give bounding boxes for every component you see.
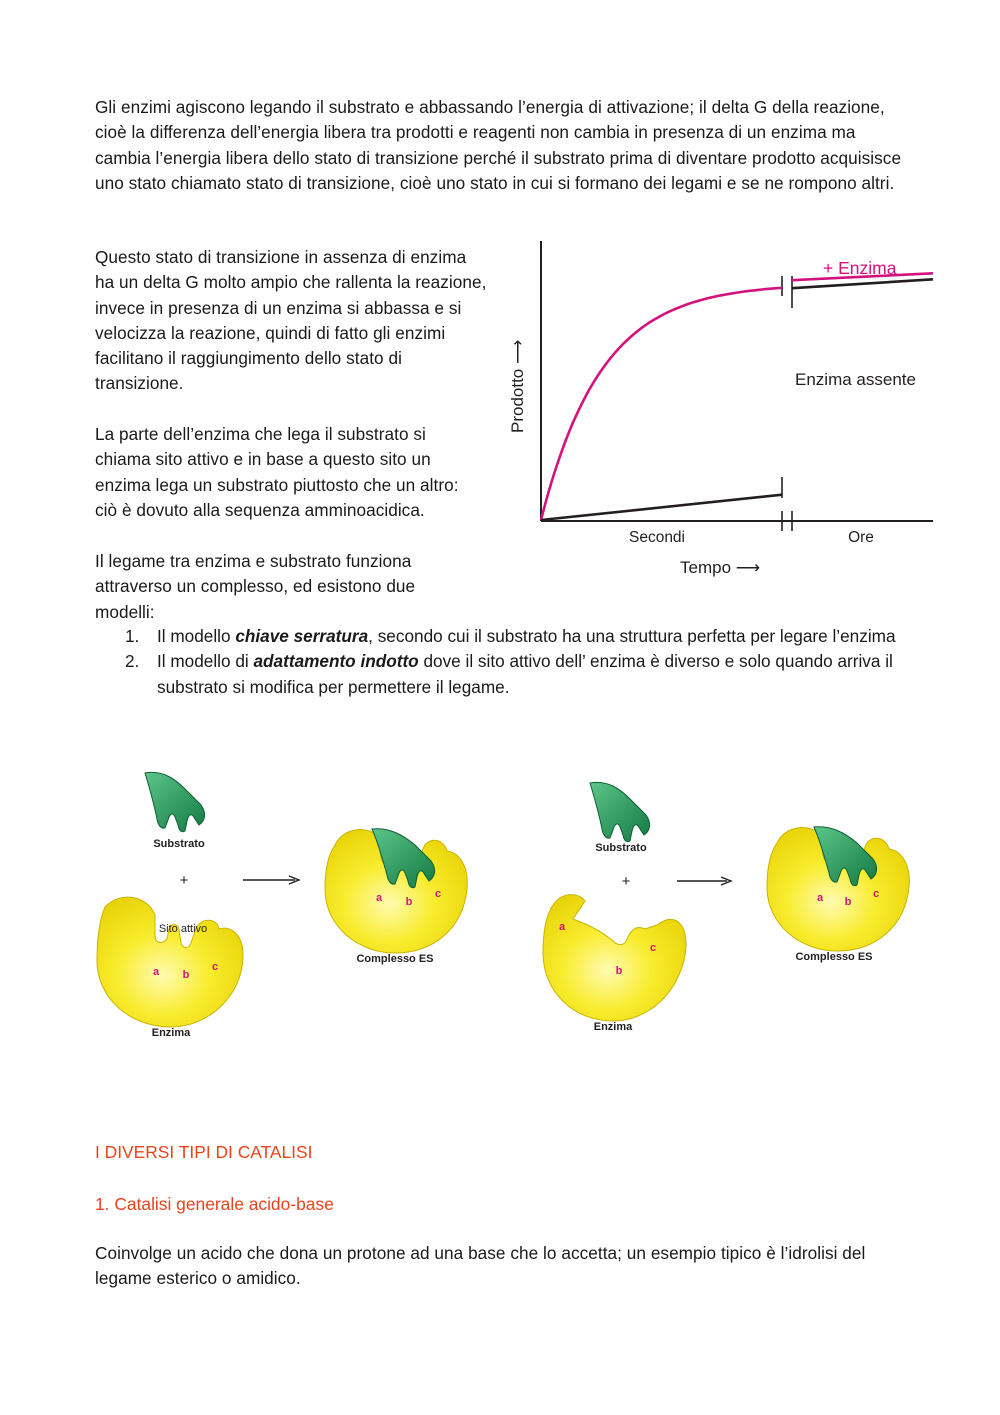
enzyme-label: Enzima — [593, 1021, 633, 1033]
legend-enzyme: + Enzima — [823, 258, 897, 278]
enzyme-label: Enzima — [151, 1027, 191, 1039]
y-axis-title: Prodotto ⟶ — [508, 339, 527, 433]
substrate-shape — [590, 782, 650, 841]
list-item: 1. Il modello chiave serratura, secondo cui il substrato ha una struttura perfetta per legare l’enzima — [95, 624, 925, 649]
paragraph-active-site: La parte dell’enzima che lega il substrato si chiama sito attivo e in base a questo sito un enzima lega un substrato piuttosto che un altro: ciò è dovuto alla sequenza amminoacidica. — [95, 424, 459, 520]
plus-sign: + — [621, 873, 631, 890]
lock-and-key-model — [97, 772, 467, 1039]
series-line-enzyme — [541, 288, 782, 520]
x-segment-label-hours: Ore — [848, 529, 874, 546]
site-letter-a: a — [558, 921, 566, 933]
arrow — [677, 877, 731, 885]
enzyme-models-figure — [85, 765, 925, 1050]
enzyme-kinetics-chart — [505, 235, 935, 580]
list-item: 2. Il modello di adattamento indotto dove il sito attivo dell’ enzima è diverso e solo quando arriva il substrato si modifica per permettere il legame. — [125, 651, 893, 697]
substrate-label: Substrato — [595, 842, 647, 854]
site-letter-a: a — [375, 892, 383, 904]
site-letter-c: c — [211, 961, 219, 973]
site-letter-c: c — [649, 942, 657, 954]
site-letter-b: b — [182, 969, 190, 981]
x-axis-title: Tempo ⟶ — [680, 558, 761, 577]
substrate-shape — [145, 772, 205, 831]
site-letter-b: b — [844, 896, 852, 908]
enzyme-shape — [97, 897, 243, 1027]
site-letter-a: a — [152, 966, 160, 978]
paragraph-intro: Gli enzimi agiscono legando il substrato e abbassando l’energia di attivazione; il delta G della reazione, cioè la differenza dell’energia libera tra prodotti e reagenti non cambia in presenza di un enzima ma cambia l’energia libera dello stato di transizione perché il substrato prima di diventare prodotto acquisisce uno stato chiamato stato di transizione, cioè uno stato in cui si formano dei legami e se ne rompono altri. — [95, 97, 902, 193]
series-line-no-enzyme-hours — [792, 279, 933, 288]
enzyme-shape — [543, 895, 686, 1021]
legend-no-enzyme: Enzima assente — [795, 370, 916, 389]
complex-label: Complesso ES — [356, 953, 434, 965]
plus-sign: + — [179, 872, 189, 889]
active-site-label: Sito attivo — [158, 923, 208, 935]
paragraph-transition-state: Questo stato di transizione in assenza di enzima ha un delta G molto ampio che rallenta la reazione, invece in presenza di un enzima si abbassa e si velocizza la reazione, quindi di fatto gli enzimi facilitano il raggiungimento dello stato di transizione. — [95, 247, 487, 394]
site-letter-b: b — [405, 896, 413, 908]
models-list — [95, 624, 925, 700]
paragraph-acid-base: Coinvolge un acido che dona un protone ad una base che lo accetta; un esempio tipico è l’idrolisi del legame esterico o amidico. — [95, 1243, 866, 1289]
site-letter-c: c — [872, 888, 880, 900]
x-segment-label-seconds: Secondi — [628, 529, 686, 546]
subsection-title: 1. Catalisi generale acido-base — [95, 1194, 334, 1214]
induced-fit-model — [543, 782, 909, 1033]
list-number: 1. — [125, 626, 140, 646]
term-induced-fit: adattamento indotto — [253, 651, 419, 672]
complex-label: Complesso ES — [795, 951, 873, 963]
section-title: I DIVERSI TIPI DI CATALISI — [95, 1142, 313, 1162]
term-lock-and-key: chiave serratura — [235, 626, 369, 646]
site-letter-c: c — [434, 888, 442, 900]
series-line-no-enzyme — [541, 495, 782, 520]
site-letter-b: b — [615, 965, 623, 977]
site-letter-a: a — [816, 892, 824, 904]
arrow — [243, 876, 299, 884]
list-number: 2. — [125, 651, 140, 672]
paragraph-binding: Il legame tra enzima e substrato funziona attraverso un complesso, ed esistono due modelli: — [95, 551, 416, 622]
substrate-label: Substrato — [153, 838, 205, 850]
